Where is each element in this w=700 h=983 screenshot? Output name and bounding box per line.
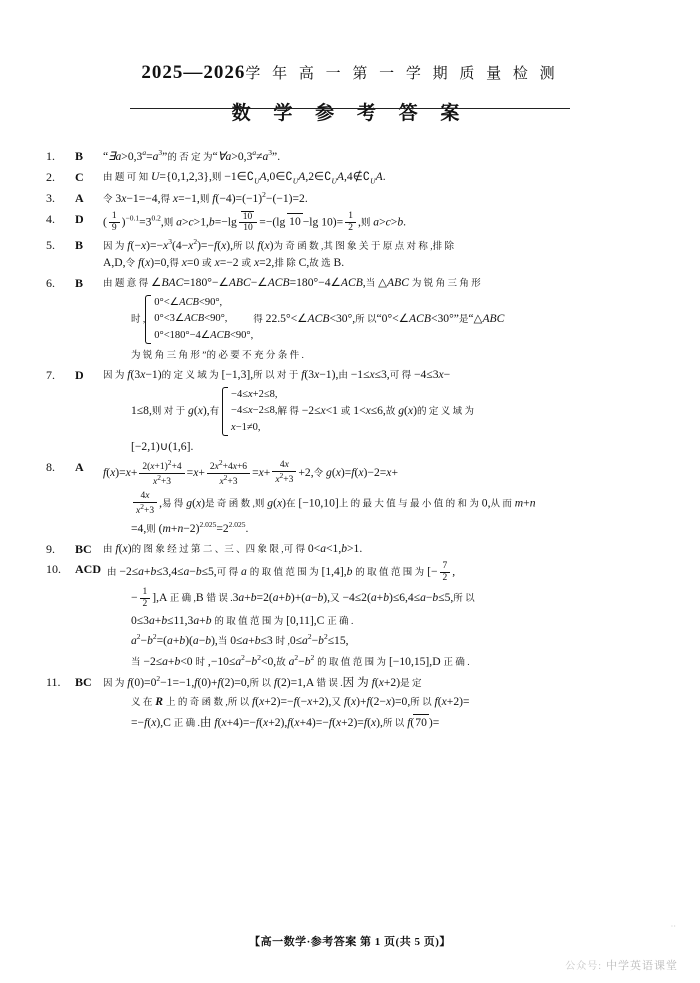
answer-explanation: 因 为 f(3x−1)的 定 义 域 为 [−1,3],所 以 对 于 f(3x−1),由 −1≤x≤3,可 得 −4≤3x−	[103, 367, 451, 381]
answer-explanation: − $\frac{1}{2}$ ],A 正 确 ,B 错 误 .3a+b=2(a+b)+(a−b),又 −4≤2(a+b)≤6,4≤a−b≤5,所 以	[131, 586, 475, 609]
answer-number: 6.	[46, 275, 55, 290]
answer-item	[46, 632, 664, 650]
answer-explanation: 由 题 可 知 U={0,1,2,3},则 $-1\in∁_UA,0\in∁_UA,2\in∁_UA,4\notin∁_UA$.	[103, 169, 386, 185]
answer-explanation: 令 3x−1=−4,得 x=−1,则 $f(-4)=(-1)^2-(-1)=2$.	[103, 189, 308, 205]
answer-item	[46, 190, 664, 208]
answer-explanation: 由 题 意 得 ∠BAC=180°−∠ABC−∠ACB=180°−4∠ACB,当 △ABC 为 锐 角 三 角 形	[103, 275, 481, 289]
answer-item	[46, 148, 664, 166]
answer-item	[46, 587, 664, 610]
page-title: 数 学 参 考 答 案	[231, 103, 469, 124]
answer-item	[46, 459, 664, 488]
answer-number: 7.	[46, 367, 55, 382]
school-year: 2025—2026	[141, 62, 246, 83]
answer-item	[46, 439, 664, 456]
answer-item	[46, 367, 664, 384]
answer-item	[46, 169, 664, 187]
answer-choice: B	[75, 238, 84, 253]
answer-number: 11.	[46, 674, 61, 689]
answer-item	[46, 714, 664, 732]
page-corner-mark: ··	[670, 922, 676, 931]
answer-item	[46, 674, 664, 692]
answer-number: 10.	[46, 561, 61, 576]
answer-choice: D	[75, 211, 84, 226]
answer-item	[46, 520, 664, 538]
answer-choice: D	[75, 367, 84, 382]
answer-item	[46, 211, 664, 235]
answer-number: 4.	[46, 211, 55, 226]
watermark-name: 中学英语课堂	[606, 960, 678, 972]
answer-explanation: =−f(x),C 正 确 .由 f(x+4)=−f(x+2),f(x+4)=−f(x+2)=f(x),所 以 f(70 )=	[131, 714, 664, 732]
answer-number: 5.	[46, 238, 55, 253]
answer-explanation: $\frac{4x}{x^2+3}$ ,易 得 g(x)是 奇 函 数 ,则 g(x)在 [−10,10]上 的 最 大 值 与 最 小 值 的 和 为 0,从 而 m+n	[131, 491, 664, 517]
answers-list	[46, 148, 664, 735]
answer-explanation: 为 锐 角 三 角 形 ”的 必 要 不 充 分 条 件 .	[131, 350, 304, 361]
answer-explanation: 由 −2≤a+b≤3,4≤a−b≤5,可 得 a 的 取 值 范 围 为 [1,4],b 的 取 值 范 围 为 [− $\frac{7}{2}$ ,	[107, 560, 456, 583]
answer-choice: B	[75, 275, 84, 290]
answer-choice: C	[75, 169, 84, 184]
answer-explanation: f(x)=x+ $\frac{2(x+1)^2+4}{x^2+3}$ =x+ $\frac{2x^2+4x+6}{x^2+3}$ =x+ $\frac{4x}{x^2+3}$ +2,令 g(x)=f(x)−2=x+	[103, 457, 398, 487]
answer-explanation: 1≤8,则 对 于 g(x),有 −4≤x+2≤8, −4≤x−2≤8, x−1≠0, 解 得 −2≤x<1 或 1<x≤6,故 g(x)的 定 义 域 为	[131, 387, 664, 436]
answer-explanation: 0≤3a+b≤11,3a+b 的 取 值 范 围 为 [0,11],C 正 确 .	[131, 613, 354, 627]
page-footer: 【高一数学·参考答案 第 1 页(共 5 页)】	[249, 936, 451, 948]
answer-item	[46, 613, 664, 630]
answer-choice: A	[75, 190, 84, 205]
answer-explanation: 时 , 0°<∠ACB<90°, 0°<3∠ACB<90°, 0°<180°−4∠ACB<90°, 得 22.5°<∠ACB<30°,所 以“0°<∠ACB<30°”是“△ABC	[131, 295, 664, 344]
answer-item	[46, 561, 664, 584]
answer-number: 2.	[46, 169, 55, 184]
answer-item	[46, 237, 664, 271]
answer-explanation: ( $\frac{1}{9}$ )$^{-0.1}=3^{0.2}$,则 a>c>1,b=−lg $\frac{10}{10}$ =−(lg 10 −lg 10)= $\frac{1}{2}$ ,则 a>c>b.	[103, 211, 407, 234]
answer-explanation: 由 f(x)的 图 象 经 过 第 二 、三 、四 象 限 ,可 得 0<a<1,b>1.	[103, 541, 363, 555]
answer-explanation: 因 为 $f(-x)=-x^3(4-x^2)=-f(x)$,所 以 f(x)为 奇 函 数 ,其 图 象 关 于 原 点 对 称 ,排 除 A,D,令 f(x)=0,得 x=0 或 x=−2 或 x=2,排 除 C,故 选 B.	[103, 237, 454, 269]
answer-item	[46, 387, 664, 436]
answer-explanation: [−2,1)∪(1,6].	[131, 439, 194, 453]
header-line	[0, 62, 700, 84]
answer-explanation: 因 为 $f(0)=0^2-1=-1,f(0)+f(2)=0$,所 以 f(2)=1,A 错 误 .因 为 f(x+2)是 定	[103, 673, 422, 689]
answer-number: 8.	[46, 459, 55, 474]
answer-choice: BC	[75, 674, 92, 689]
answer-number: 9.	[46, 541, 55, 556]
answer-item	[46, 694, 664, 711]
answer-choice: B	[75, 149, 84, 163]
header-subtitle: 学 年 高 一 第 一 学 期 质 量 检 测	[245, 66, 559, 82]
header-divider	[130, 108, 570, 109]
answer-explanation: =4,则 $(m+n-2)^{2.025}=2^{2.025}$.	[131, 519, 249, 535]
answer-choice: BC	[75, 541, 92, 556]
watermark-prefix: 公众号:	[565, 961, 602, 972]
watermark	[565, 957, 678, 973]
answer-number: 1.	[46, 149, 55, 163]
answer-item	[46, 275, 664, 292]
answer-explanation: $a^2-b^2=(a+b)(a-b)$,当 0≤a+b≤3 时 $,0\le a^2-b^2\le 15$,	[131, 632, 349, 648]
answer-choice: ACD	[75, 561, 101, 576]
answer-item	[46, 347, 664, 364]
page-header	[0, 62, 700, 125]
answer-explanation: 义 在 R 上 的 奇 函 数 ,所 以 f(x+2)=−f(−x+2),又 f(x)+f(2−x)=0,所 以 f(x+2)=	[131, 695, 470, 709]
answer-item	[46, 295, 664, 344]
answer-choice: A	[75, 459, 84, 474]
answer-item	[46, 491, 664, 517]
answer-number: 3.	[46, 190, 55, 205]
answer-item	[46, 653, 664, 671]
answer-item	[46, 541, 664, 558]
answer-explanation: 当 −2≤a+b<0 时 $,-10\le a^2-b^2<0$,故 $a^2-b^2$ 的 取 值 范 围 为 [−10,15],D 正 确 .	[131, 653, 470, 668]
answer-explanation: “$\exists a>0,3^a=a^3$”的 否 定 为“$\forall a>0,3^a\ne a^3$”.	[103, 148, 281, 163]
